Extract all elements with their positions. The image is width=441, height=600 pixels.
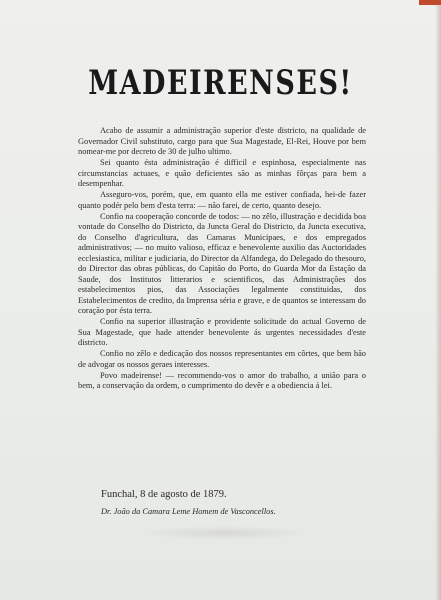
signature: Dr. João da Camara Leme Homem de Vasconcellos.	[101, 507, 276, 516]
red-corner-mark	[419, 0, 441, 5]
paragraph-assurance: Asseguro-vos, porém, que, em quanto ella me estiver confiada, hei-de fazer quanto podér pelo bem d'esta terra: — não farei, de certo, quanto desejo.	[78, 190, 366, 210]
paragraph-representatives: Confio no zêlo e dedicação dos nossos representantes em côrtes, que bem hão de advogar os nossos geraes interesses.	[78, 349, 366, 369]
paragraph-appointment: Acabo de assumir a administração superior d'este districto, na qualidade de Governador Civil substituto, cargo para que Sua Magestade, El-Rei, Houve por bem nomear-me por decreto de 30 de julho ultimo.	[78, 126, 366, 156]
paragraph-government: Confio na superior illustração e providente solicitude do actual Governo de Sua Magestade, que hade attender benevolente ás urgentes necessidades d'este districto.	[78, 317, 366, 347]
paragraph-cooperation: Confio na cooperação concorde de todos: — no zêlo, illustração e decidida boa vontade do Conselho do Districto, da Juncta Geral do Districto, da Juncta executiva, do Conselho d'agricultura, das Camaras Municipaes, e dos empregados administrativos; — no muito valioso, efficaz e benevolente auxilio das Auctoridades ecclesiastica, militar e judiciaria, do Director da Alfandega, do Delegado do thesouro, do Director das obras públicas, do Capitão do Porto, do Guarda Mor da Estação da Saude, dos Institutos litterarios e scientificos, das Administrações dos estabelecimentos pios, das Associações legalmente constituidas, dos Estabelecimentos de credito, da Imprensa séria e grave, e de quantos se interessam do coração por ésta terra.	[78, 211, 366, 315]
date-line: Funchal, 8 de agosto de 1879.	[101, 489, 227, 500]
ink-bleed-through	[140, 526, 310, 540]
paragraph-difficulty: Sei quanto ésta administração é difficil e espinhosa, especialmente nas circumstancias actuaes, e quão deficientes são as minhas fôrças para bem a desempenhar.	[78, 158, 366, 188]
paragraph-appeal: Povo madeirense! — recommendo-vos o amor do trabalho, a união para o bem, a conservação da ordem, o cumprimento do devêr e a obediencia á lei.	[78, 370, 366, 390]
proclamation-body	[78, 126, 366, 392]
proclamation-title: MADEIRENSES!	[88, 64, 353, 103]
